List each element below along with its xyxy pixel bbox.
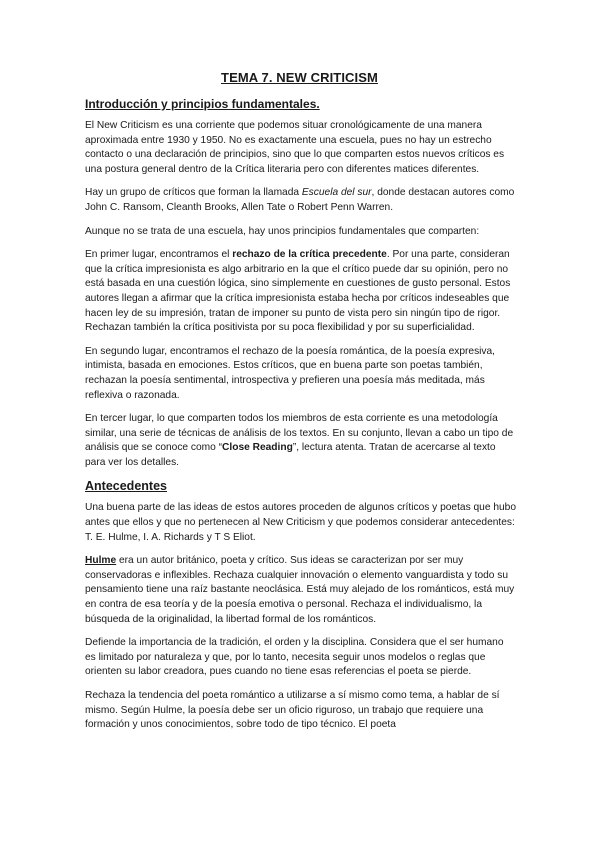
close-reading-term: Close Reading [222, 442, 293, 454]
paragraph-9: Defiende la importancia de la tradición, el orden y la disciplina. Considera que el ser humano es limitado por naturaleza y que, por lo tanto, necesita seguir unos modelos o reglas que orienten su labor creadora, pues cuando no tiene esas referencias el poeta se pierde. [85, 637, 504, 678]
document-body [85, 97, 517, 742]
paragraph-2 [85, 186, 517, 215]
escuela-del-sur-term: Escuela del sur [301, 187, 372, 199]
paragraph-6 [85, 412, 517, 470]
paragraph-3: Aunque no se trata de una escuela, hay unos principios fundamentales que comparten: [85, 225, 480, 237]
paragraph-1: El New Criticism es una corriente que podemos situar cronológicamente de una manera aproximada entre 1930 y 1950. No es exactamente una escuela, pues no hay un estrecho contacto o una declaración de principios, sino que lo que comparten estos nuevos críticos es una postura general dentro de la Crítica literaria pero con diferentes matices diferentes. [85, 120, 505, 175]
paragraph-2-text-a: Hay un grupo de críticos que forman la llamada [85, 187, 302, 199]
paragraph-7: Una buena parte de las ideas de estos autores proceden de algunos críticos y poetas que hubo antes que ellos y que no pertenecen al New Criticism y que podemos considerar antecedentes: T. E. Hulme, I. A. Richards y T S Eliot. [85, 502, 516, 543]
paragraph-8-text: era un autor británico, poeta y crítico. Sus ideas se caracterizan por ser muy conservadoras e inflexibles. Rechaza cualquier innovación o elemento vanguardista y todo su pensamiento tiene una raíz bastante neoclásica. Está muy alejado de los románticos, está muy en contra de esa teoría y de la poesía emotiva o personal. Rechaza el individualismo, la búsqueda de la originalidad, la libertad formal de los románticos. [85, 555, 515, 625]
document-title: TEMA 7. NEW CRITICISM [221, 70, 378, 85]
paragraph-4 [85, 248, 517, 336]
paragraph-2-text-b: , donde destacan autores como John C. Ransom, Cleanth Brooks, Allen Tate o Robert Penn Warren. [85, 187, 515, 213]
paragraph-6-text-b: ”, lectura atenta. Tratan de acercarse al texto para ver los detalles. [85, 442, 496, 468]
paragraph-6-text-a: En tercer lugar, lo que comparten todos los miembros de esta corriente es una metodología similar, una serie de técnicas de análisis de los textos. En su conjunto, llevan a cabo un tipo de análisis que se conoce como “ [85, 413, 514, 454]
paragraph-8 [85, 554, 517, 627]
section-heading-introduccion: Introducción y principios fundamentales. [85, 97, 320, 111]
rechazo-critica-term: rechazo de la crítica precedente [232, 249, 387, 261]
paragraph-4-text-a: En primer lugar, encontramos el [85, 249, 233, 261]
paragraph-10: Rechaza la tendencia del poeta romántico a utilizarse a sí mismo como tema, a hablar de sí mismo. Según Hulme, la poesía debe ser un oficio riguroso, un trabajo que requiere una formación y unos conocimientos, sobre todo de tipo técnico. El poeta [85, 690, 500, 731]
hulme-term: Hulme [85, 555, 117, 567]
section-heading-antecedentes: Antecedentes [85, 479, 167, 494]
paragraph-4-text-b: . Por una parte, consideran que la crítica impresionista es algo arbitrario en la que el crítico puede dar su opinión, pero no está basada en una cuestión lógica, sino simplemente en cuestiones de gusto personal. Estos autores llegan a afirmar que la crítica impresionista estaba hecha por críticos indeseables que hacen ley de su impresión, tratan de imponer su punto de vista pero sin ningún tipo de rigor. Rechazan también la crítica positivista por su poca flexibilidad y por su superficialidad. [85, 249, 511, 334]
paragraph-5: En segundo lugar, encontramos el rechazo de la poesía romántica, de la poesía expresiva, intimista, basada en emociones. Estos críticos, que en buena parte son poetas también, rechazan la poesía sentimental, introspectiva y prefieren una poesía más meditada, más reflexiva o razonada. [85, 345, 496, 401]
